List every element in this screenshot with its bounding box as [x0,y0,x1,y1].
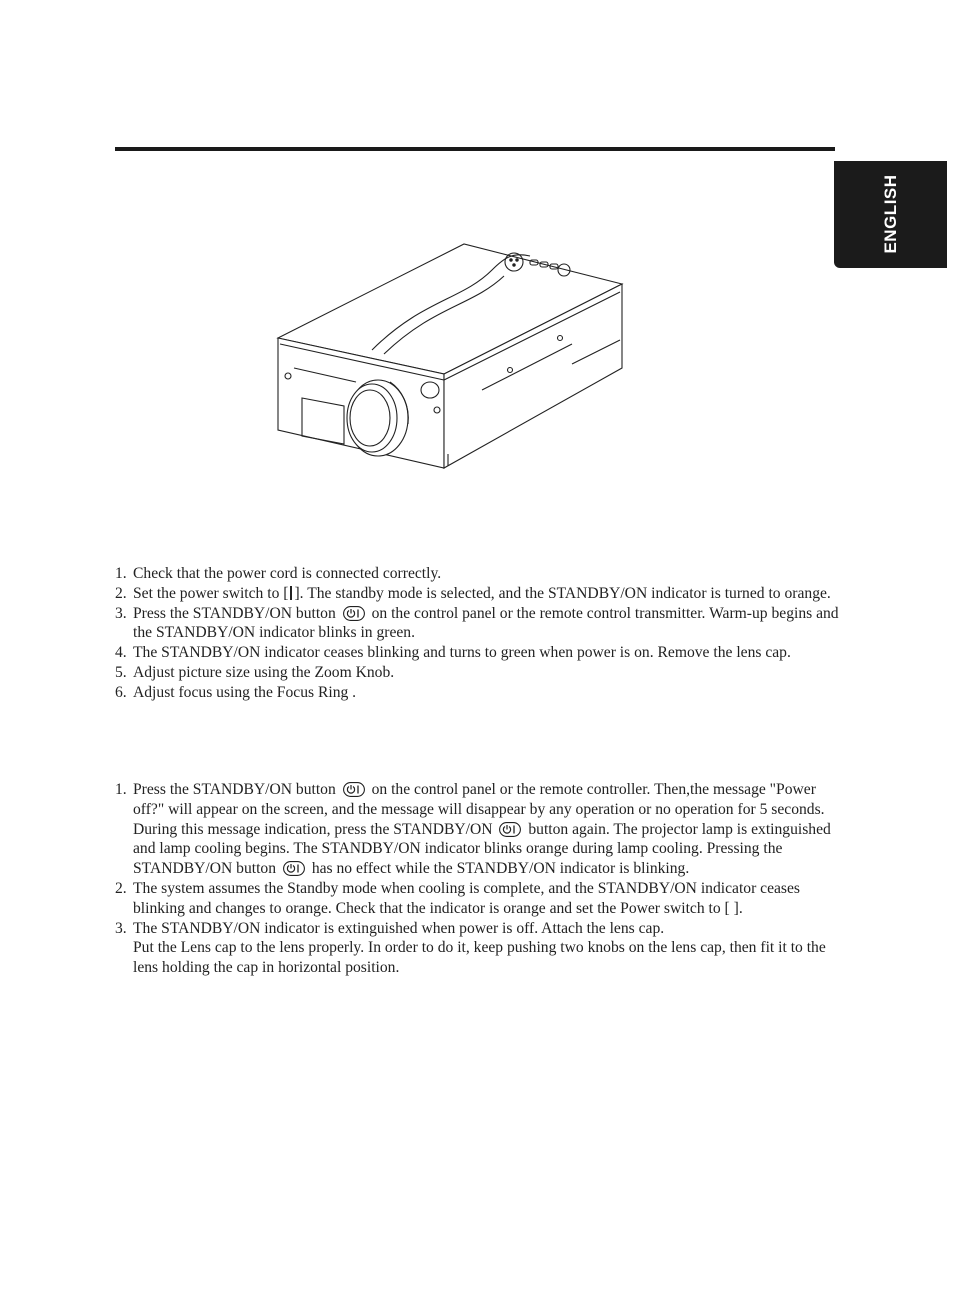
language-tab [834,161,947,268]
list-item: 4. The STANDBY/ON indicator ceases blinking and turns to green when power is on. Remove the lens cap. [115,644,791,662]
list-item: 6. Adjust focus using the Focus Ring . [115,683,357,701]
list-item: 5. Adjust picture size using the Zoom Knob. [115,663,395,681]
standby-on-button-icon [343,782,365,797]
list-item: 3. Press the STANDBY/ON button on the control panel or the remote control transmitter. Warm-up begins and the STANDBY/ON indicator blinks in green. [115,604,839,642]
header-rule [115,147,835,151]
power-off-steps [115,780,840,978]
power-switch-on-icon [290,586,292,600]
standby-on-button-icon [283,861,305,876]
list-item: 2. The system assumes the Standby mode when cooling is complete, and the STANDBY/ON indicator ceases blinking and changes to orange. Check that the indicator is orange and set the Power switch to [ ]. [115,879,800,917]
power-on-steps [115,564,840,703]
list-item: 1. Press the STANDBY/ON button on the control panel or the remote controller. Then,the message "Power off?" will appear on the screen, and the message will disappear by any operation or no operation for 5 seconds. During this message indication, press the STANDBY/ON button again. The projector lamp is extinguished and lamp cooling begins. The STANDBY/ON indicator blinks orange during lamp cooling. Pressing the STANDBY/ON button has no effect while the STANDBY/ON indicator is blinking. [115,781,831,878]
language-tab-label: ENGLISH [881,174,900,254]
list-item: 2. Set the power switch to [ ]. The standby mode is selected, and the STANDBY/ON indicator is turned to orange. [115,584,831,602]
standby-on-button-icon [343,606,365,621]
projector-illustration [272,240,628,472]
list-item: 1. Check that the power cord is connected correctly. [115,565,442,582]
standby-on-button-icon [499,822,521,837]
list-item: 3. The STANDBY/ON indicator is extinguished when power is off. Attach the lens cap. Put the Lens cap to the lens properly. In order to do it, keep pushing two knobs on the lens cap, then fit it to the lens holding the cap in horizontal position. [115,919,826,977]
